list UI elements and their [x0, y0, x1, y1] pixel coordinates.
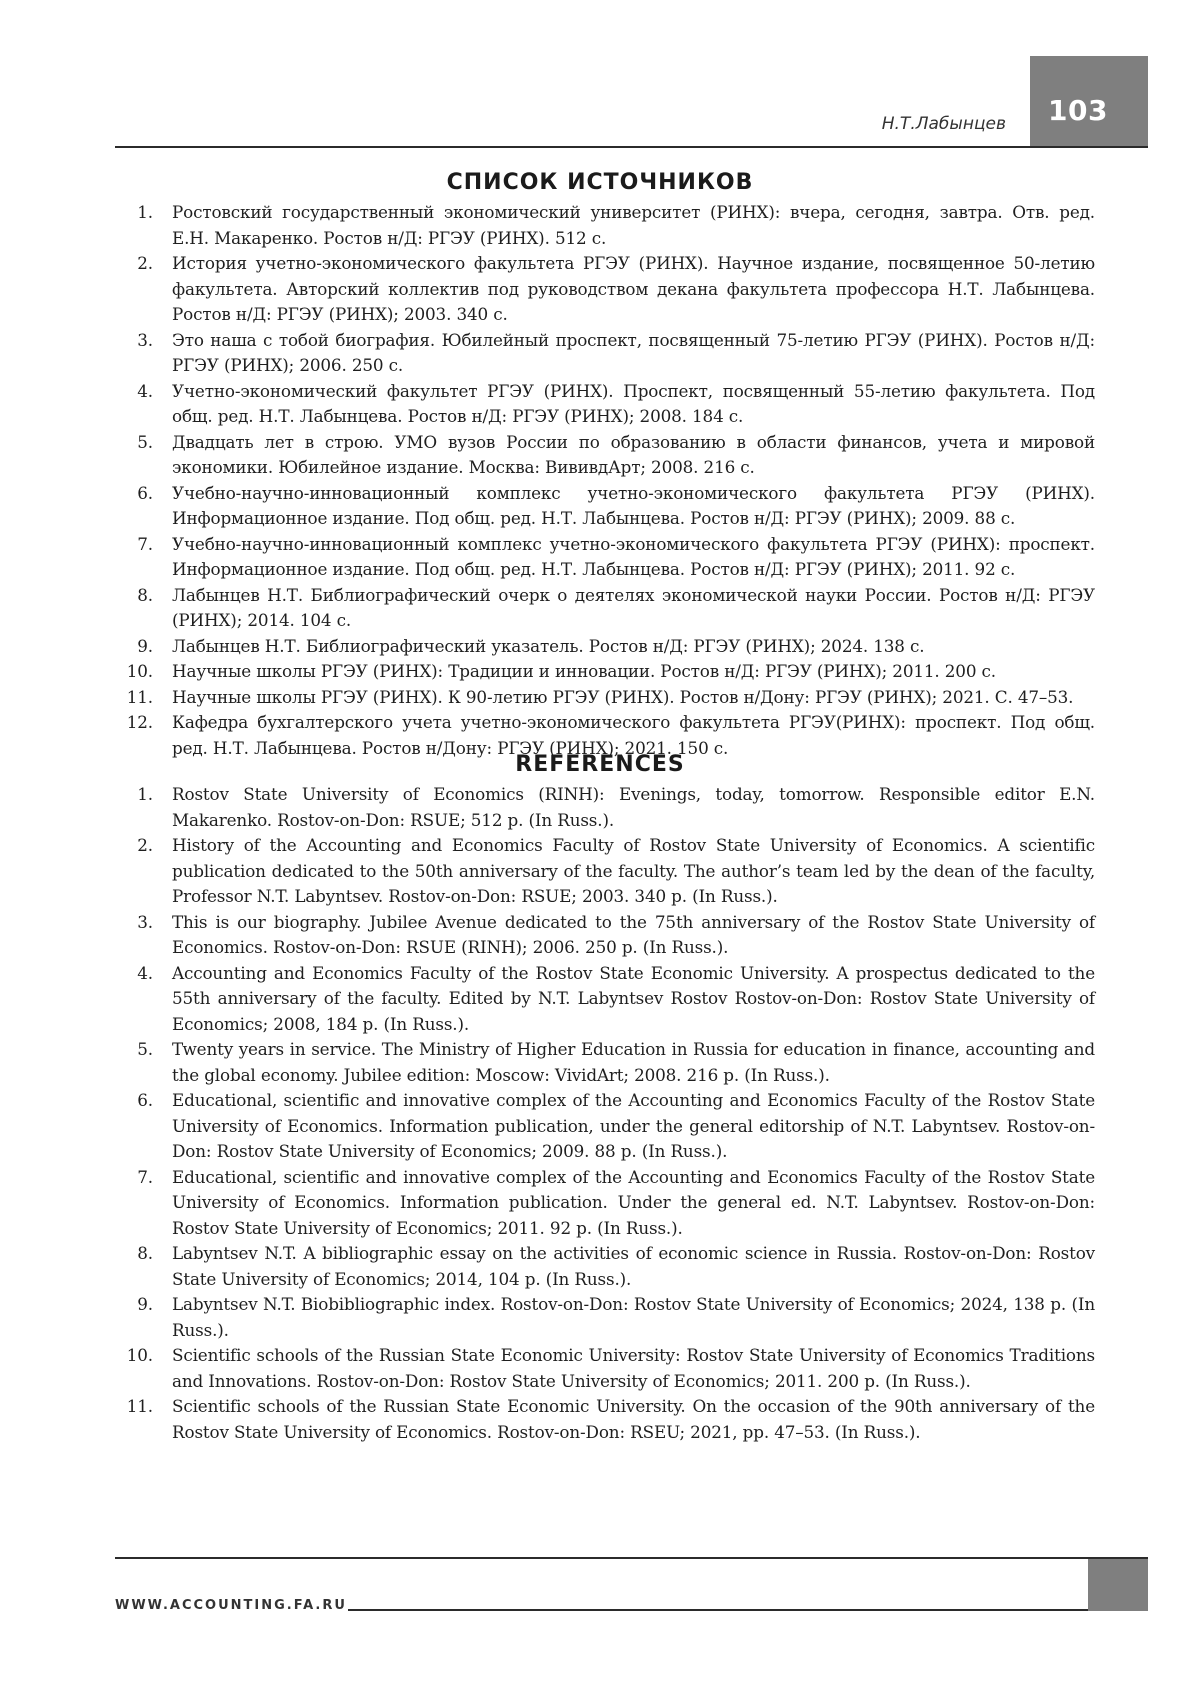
reference-text: Ростовский государственный экономический университет (РИНХ): вчера, сегодня, завтра. Отв. ред. Е.Н. Макаренко. Ростов н/Д: РГЭУ (РИНХ). 512 с. [172, 202, 1095, 248]
reference-number: 5. [137, 431, 153, 452]
reference-number: 7. [137, 533, 153, 554]
reference-item [115, 634, 1095, 660]
references-list [115, 782, 1095, 1445]
reference-number: 5. [137, 1039, 153, 1059]
sources-list [115, 200, 1095, 761]
reference-item [115, 200, 1095, 251]
reference-text: Лабынцев Н.Т. Библиографический указатель. Ростов н/Д: РГЭУ (РИНХ); 2024. 138 с. [172, 635, 925, 656]
reference-number: 8. [137, 584, 153, 605]
reference-number: 4. [137, 380, 153, 401]
reference-text: History of the Accounting and Economics Faculty of Rostov State University of Economics. A scientific publication dedicated to the 50th anniversary of the faculty. The author’s team led by the dean of the faculty, Professor N.T. Labyntsev. Rostov-on-Don: RSUE; 2003. 340 p. (In Russ.). [172, 835, 1095, 906]
reference-text: Scientific schools of the Russian State Economic University. On the occasion of the 90th anniversary of the Rostov State University of Economics. Rostov-on-Don: RSEU; 2021, pp. 47–53. (In Russ.). [172, 1396, 1095, 1442]
footer-tab [1088, 1559, 1148, 1611]
reference-number: 2. [137, 835, 153, 855]
page-number: 103 [1048, 94, 1108, 127]
footer-url-rule [348, 1609, 1088, 1611]
reference-item [115, 583, 1095, 634]
reference-number: 1. [137, 202, 153, 222]
reference-text: Это наша с тобой биография. Юбилейный проспект, посвященный 75-летию РГЭУ (РИНХ). Ростов н/Д: РГЭУ (РИНХ); 2006. 250 с. [172, 329, 1095, 375]
reference-item [115, 251, 1095, 328]
reference-number: 11. [126, 1396, 153, 1416]
reference-text: Научные школы РГЭУ (РИНХ): Традиции и инновации. Ростов н/Д: РГЭУ (РИНХ); 2011. 200 с. [172, 661, 996, 681]
reference-item [115, 1165, 1095, 1242]
reference-item [115, 782, 1095, 833]
reference-item [115, 833, 1095, 910]
reference-item [115, 1394, 1095, 1445]
reference-item [115, 328, 1095, 379]
reference-text: Лабынцев Н.Т. Библиографический очерк о деятелях экономической науки России. Ростов н/Д: РГЭУ (РИНХ); 2014. 104 с. [172, 584, 1095, 630]
reference-text: Scientific schools of the Russian State Economic University: Rostov State University of Economics Traditions and Innovations. Rostov-on-Don: Rostov State University of Economics; 2011. 200 p. (In Russ.). [172, 1345, 1095, 1391]
reference-item [115, 961, 1095, 1038]
reference-number: 3. [137, 911, 153, 932]
sources-title: СПИСОК ИСТОЧНИКОВ [446, 170, 754, 195]
reference-number: 1. [137, 784, 153, 804]
reference-item [115, 1241, 1095, 1292]
reference-text: Двадцать лет в строю. УМО вузов России по образованию в области финансов, учета и мировой экономики. Юбилейное издание. Москва: ВививдАрт; 2008. 216 с. [172, 431, 1095, 477]
reference-number: 6. [137, 1090, 153, 1110]
reference-text: Кафедра бухгалтерского учета учетно-экономического факультета РГЭУ(РИНХ): проспект. Под общ. ред. Н.Т. Лабынцева. Ростов н/Дону: РГЭУ (РИНХ); 2021. 150 с. [172, 712, 1095, 758]
reference-item [115, 379, 1095, 430]
reference-item [115, 1343, 1095, 1394]
reference-number: 9. [137, 635, 153, 656]
footer-rule [115, 1557, 1148, 1559]
reference-number: 12. [126, 712, 153, 732]
reference-item [115, 659, 1095, 685]
references-title: REFERENCES [515, 752, 685, 777]
reference-number: 6. [137, 482, 153, 503]
reference-item [115, 685, 1095, 711]
reference-text: Labyntsev N.T. A bibliographic essay on the activities of economic science in Russia. Rostov-on-Don: Rostov State University of Economics; 2014, 104 p. (In Russ.). [172, 1243, 1095, 1289]
reference-number: 10. [126, 661, 153, 681]
reference-text: This is our biography. Jubilee Avenue dedicated to the 75th anniversary of the Rostov State University of Economics. Rostov-on-Don: RSUE (RINH); 2006. 250 p. (In Russ.). [172, 911, 1095, 957]
reference-item [115, 1088, 1095, 1165]
reference-number: 8. [137, 1243, 153, 1263]
reference-item [115, 532, 1095, 583]
reference-number: 9. [137, 1294, 153, 1314]
reference-text: Rostov State University of Economics (RINH): Evenings, today, tomorrow. Responsible editor E.N. Makarenko. Rostov-on-Don: RSUE; 512 p. (In Russ.). [172, 784, 1095, 830]
reference-item [115, 430, 1095, 481]
reference-item [115, 1037, 1095, 1088]
reference-item [115, 481, 1095, 532]
reference-item [115, 910, 1095, 961]
reference-text: Научные школы РГЭУ (РИНХ). К 90-летию РГЭУ (РИНХ). Ростов н/Дону: РГЭУ (РИНХ); 2021. С. 47–53. [172, 686, 1074, 707]
reference-text: История учетно-экономического факультета РГЭУ (РИНХ). Научное издание, посвященное 50-летию факультета. Авторский коллектив под руководством декана факультета профессора Н.Т. Лабынцева. Ростов н/Д: РГЭУ (РИНХ); 2003. 340 с. [172, 253, 1095, 324]
reference-number: 7. [137, 1166, 153, 1187]
running-header-author: Н.Т.Лабынцев [881, 114, 1006, 134]
reference-number: 3. [137, 329, 153, 350]
reference-number: 11. [126, 686, 153, 707]
reference-text: Учебно-научно-инновационный комплекс учетно-экономического факультета РГЭУ (РИНХ). Информационное издание. Под общ. ред. Н.Т. Лабынцева. Ростов н/Д: РГЭУ (РИНХ); 2009. 88 с. [172, 482, 1095, 528]
reference-text: Labyntsev N.T. Biobibliographic index. Rostov-on-Don: Rostov State University of Economics; 2024, 138 p. (In Russ.). [172, 1294, 1095, 1340]
footer-url: WWW.ACCOUNTING.FA.RU [115, 1598, 347, 1613]
reference-text: Twenty years in service. The Ministry of Higher Education in Russia for education in finance, accounting and the global economy. Jubilee edition: Moscow: VividArt; 2008. 216 p. (In Russ.). [172, 1039, 1095, 1085]
reference-text: Educational, scientific and innovative complex of the Accounting and Economics Faculty of the Rostov State University of Economics. Information publication. Under the general ed. N.T. Labyntsev. Rostov-on-Don: Rostov State University of Economics; 2011. 92 p. (In Russ.). [172, 1166, 1095, 1238]
reference-number: 10. [126, 1345, 153, 1365]
reference-number: 4. [137, 962, 153, 983]
reference-text: Educational, scientific and innovative complex of the Accounting and Economics Faculty of the Rostov State University of Economics. Information publication, under the general editorship of N.T. Labyntsev. Rostov-on-Don: Rostov State University of Economics; 2009. 88 p. (In Russ.). [172, 1090, 1095, 1161]
reference-text: Accounting and Economics Faculty of the Rostov State Economic University. A prospectus dedicated to the 55th anniversary of the faculty. Edited by N.T. Labyntsev Rostov Rostov-on-Don: Rostov State University of Economics; 2008, 184 p. (In Russ.). [172, 962, 1095, 1034]
reference-number: 2. [137, 253, 153, 273]
reference-text: Учетно-экономический факультет РГЭУ (РИНХ). Проспект, посвященный 55-летию факультета. Под общ. ред. Н.Т. Лабынцева. Ростов н/Д: РГЭУ (РИНХ); 2008. 184 с. [172, 380, 1095, 426]
reference-item [115, 1292, 1095, 1343]
header-rule [115, 146, 1148, 148]
reference-text: Учебно-научно-инновационный комплекс учетно-экономического факультета РГЭУ (РИНХ): проспект. Информационное издание. Под общ. ред. Н.Т. Лабынцева. Ростов н/Д: РГЭУ (РИНХ); 2011. 92 с. [172, 533, 1095, 579]
